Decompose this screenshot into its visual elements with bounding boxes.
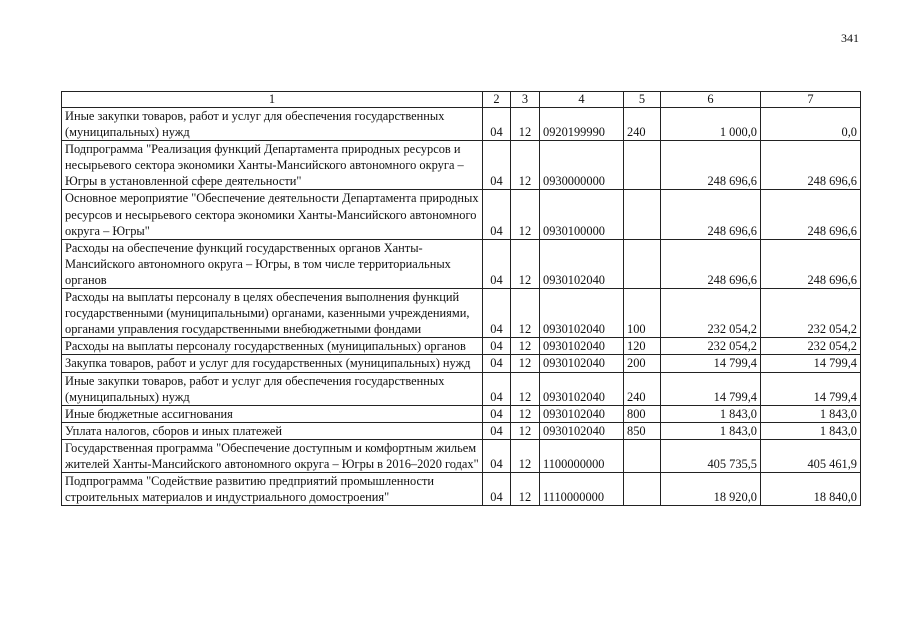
row-subsection: 12 xyxy=(511,422,540,439)
row-target-code: 0930102040 xyxy=(540,405,624,422)
row-amount-col6: 248 696,6 xyxy=(661,141,761,190)
row-subsection: 12 xyxy=(511,355,540,372)
row-name: Расходы на выплаты персоналу в целях обеспечения выполнения функций государственными (муниципальными) органами, казенными учреждениями, органами управления государственными внебюджетными фондами xyxy=(62,289,483,338)
row-section: 04 xyxy=(483,473,511,506)
row-section: 04 xyxy=(483,355,511,372)
row-name: Расходы на выплаты персоналу государственных (муниципальных) органов xyxy=(62,338,483,355)
header-col-7: 7 xyxy=(761,92,861,108)
row-amount-col7: 248 696,6 xyxy=(761,239,861,288)
row-subsection: 12 xyxy=(511,439,540,472)
row-amount-col6: 1 843,0 xyxy=(661,422,761,439)
row-subsection: 12 xyxy=(511,405,540,422)
table-row xyxy=(62,473,861,506)
row-amount-col7: 248 696,6 xyxy=(761,190,861,239)
row-section: 04 xyxy=(483,289,511,338)
row-subsection: 12 xyxy=(511,338,540,355)
row-expense-type: 850 xyxy=(624,422,661,439)
row-target-code: 0930100000 xyxy=(540,190,624,239)
row-amount-col7: 0,0 xyxy=(761,108,861,141)
row-target-code: 0930102040 xyxy=(540,355,624,372)
row-expense-type: 240 xyxy=(624,108,661,141)
table-row xyxy=(62,289,861,338)
row-amount-col6: 248 696,6 xyxy=(661,239,761,288)
row-expense-type: 120 xyxy=(624,338,661,355)
row-target-code: 0930102040 xyxy=(540,422,624,439)
row-amount-col7: 1 843,0 xyxy=(761,405,861,422)
table-row xyxy=(62,141,861,190)
row-name: Подпрограмма "Реализация функций Департамента природных ресурсов и несырьевого сектора экономики Ханты-Мансийского автономного округа – Югры в установленной сфере деятельности" xyxy=(62,141,483,190)
row-subsection: 12 xyxy=(511,108,540,141)
row-amount-col7: 405 461,9 xyxy=(761,439,861,472)
row-section: 04 xyxy=(483,422,511,439)
row-name: Основное мероприятие "Обеспечение деятельности Департамента природных ресурсов и несырьевого сектора экономики Ханты-Мансийского автономного округа – Югры" xyxy=(62,190,483,239)
table-row xyxy=(62,108,861,141)
row-amount-col7: 18 840,0 xyxy=(761,473,861,506)
row-expense-type xyxy=(624,141,661,190)
row-expense-type: 100 xyxy=(624,289,661,338)
row-expense-type xyxy=(624,439,661,472)
row-expense-type: 800 xyxy=(624,405,661,422)
row-name: Государственная программа "Обеспечение доступным и комфортным жильем жителей Ханты-Мансийского автономного округа – Югры в 2016–2020 годах" xyxy=(62,439,483,472)
table-row xyxy=(62,190,861,239)
table-row xyxy=(62,372,861,405)
header-col-6: 6 xyxy=(661,92,761,108)
row-target-code: 0930102040 xyxy=(540,372,624,405)
row-amount-col7: 232 054,2 xyxy=(761,289,861,338)
row-subsection: 12 xyxy=(511,141,540,190)
row-name: Закупка товаров, работ и услуг для государственных (муниципальных) нужд xyxy=(62,355,483,372)
table-row xyxy=(62,338,861,355)
header-col-3: 3 xyxy=(511,92,540,108)
header-col-2: 2 xyxy=(483,92,511,108)
table-row xyxy=(62,355,861,372)
row-expense-type: 240 xyxy=(624,372,661,405)
row-section: 04 xyxy=(483,439,511,472)
row-target-code: 1100000000 xyxy=(540,439,624,472)
row-amount-col6: 18 920,0 xyxy=(661,473,761,506)
header-col-5: 5 xyxy=(624,92,661,108)
table-row xyxy=(62,405,861,422)
row-section: 04 xyxy=(483,372,511,405)
row-target-code: 0930102040 xyxy=(540,289,624,338)
row-subsection: 12 xyxy=(511,473,540,506)
row-section: 04 xyxy=(483,141,511,190)
row-target-code: 0930102040 xyxy=(540,338,624,355)
row-amount-col6: 232 054,2 xyxy=(661,289,761,338)
row-subsection: 12 xyxy=(511,190,540,239)
row-name: Подпрограмма "Содействие развитию предприятий промышленности строительных материалов и индустриального домостроения" xyxy=(62,473,483,506)
row-section: 04 xyxy=(483,239,511,288)
table-header-row xyxy=(62,92,861,108)
row-target-code: 0930102040 xyxy=(540,239,624,288)
row-section: 04 xyxy=(483,108,511,141)
row-amount-col6: 232 054,2 xyxy=(661,338,761,355)
row-expense-type: 200 xyxy=(624,355,661,372)
row-target-code: 0930000000 xyxy=(540,141,624,190)
row-name: Иные бюджетные ассигнования xyxy=(62,405,483,422)
row-section: 04 xyxy=(483,405,511,422)
page-number: 341 xyxy=(841,31,859,45)
row-amount-col6: 14 799,4 xyxy=(661,372,761,405)
row-amount-col7: 1 843,0 xyxy=(761,422,861,439)
row-subsection: 12 xyxy=(511,239,540,288)
row-name: Уплата налогов, сборов и иных платежей xyxy=(62,422,483,439)
row-expense-type xyxy=(624,473,661,506)
row-section: 04 xyxy=(483,338,511,355)
row-amount-col7: 14 799,4 xyxy=(761,372,861,405)
table-row xyxy=(62,439,861,472)
row-subsection: 12 xyxy=(511,289,540,338)
budget-table xyxy=(61,91,861,506)
row-amount-col6: 405 735,5 xyxy=(661,439,761,472)
table-row xyxy=(62,422,861,439)
row-target-code: 1110000000 xyxy=(540,473,624,506)
header-col-4: 4 xyxy=(540,92,624,108)
row-name: Иные закупки товаров, работ и услуг для обеспечения государственных (муниципальных) нужд xyxy=(62,372,483,405)
row-expense-type xyxy=(624,239,661,288)
row-amount-col7: 248 696,6 xyxy=(761,141,861,190)
row-target-code: 0920199990 xyxy=(540,108,624,141)
row-amount-col6: 1 843,0 xyxy=(661,405,761,422)
row-name: Расходы на обеспечение функций государственных органов Ханты-Мансийского автономного округа – Югры, в том числе территориальных органов xyxy=(62,239,483,288)
row-amount-col6: 14 799,4 xyxy=(661,355,761,372)
row-amount-col6: 248 696,6 xyxy=(661,190,761,239)
row-section: 04 xyxy=(483,190,511,239)
row-subsection: 12 xyxy=(511,372,540,405)
header-col-1: 1 xyxy=(62,92,483,108)
row-expense-type xyxy=(624,190,661,239)
row-name: Иные закупки товаров, работ и услуг для обеспечения государственных (муниципальных) нужд xyxy=(62,108,483,141)
row-amount-col6: 1 000,0 xyxy=(661,108,761,141)
row-amount-col7: 232 054,2 xyxy=(761,338,861,355)
row-amount-col7: 14 799,4 xyxy=(761,355,861,372)
table-row xyxy=(62,239,861,288)
